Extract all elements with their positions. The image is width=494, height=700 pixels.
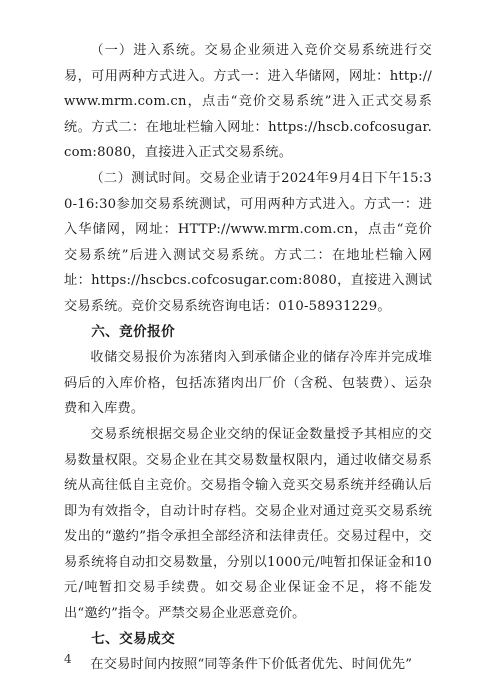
paragraph-transaction-rule: 在交易时间内按照“同等条件下价低者优先、时间优先” [90,657,413,673]
paragraph-trading-rules: 交易系统根据交易企业交纳的保证金数量授予其相应的交易数量权限。交易企业在其交易数量权限内，通过收储交易系统从高往低自主竞价。交易指令输入竞买交易系统并经确认后即为有效指令，自动计时存档。交易企业对通过竞买交易系统发出的“邀约”指令承担全部经济和法律责任。交易过程中，交易系统将自动扣交易数量，分别以1000元/吨暂扣保证金和10元/吨暂扣交易手续费。如交易企业保证金不足，将不能发出“邀约”指令。严禁交易企业恶意竞价。 [64,426,432,622]
paragraph-test-time: （二）测试时间。交易企业请于2024年9月4日下午15:30-16:30参加交易系统测试，可用两种方式进入。方式一：进入华储网，网址：HTTP://www.mrm.com.cn，点击“竞价交易系统”后进入测试交易系统。方式二：在地址栏输入网址：https://hscbcs.cofcosugar.com:8080，直接进入测试交易系统。竞价交易系统咨询电话：010-58931229。 [64,170,432,314]
document-body [64,38,432,678]
paragraph-enter-system: （一）进入系统。交易企业须进入竞价交易系统进行交易，可用两种方式进入。方式一：进入华储网，网址：http://www.mrm.com.cn，点击“竞价交易系统”进入正式交易系统。方式二：在地址栏输入网址：https://hscb.cofcosugar.com:8080，直接进入正式交易系统。 [64,43,432,161]
section-heading-transaction: 七、交易成交 [91,630,176,647]
section-heading-bidding-quote: 六、竞价报价 [91,323,176,340]
page-number: 4 [64,652,72,666]
paragraph-quote-definition: 收储交易报价为冻猪肉入到承储企业的储存冷库并完成堆码后的入库价格，包括冻猪肉出厂价（含税、包装费）、运杂费和入库费。 [64,350,432,417]
